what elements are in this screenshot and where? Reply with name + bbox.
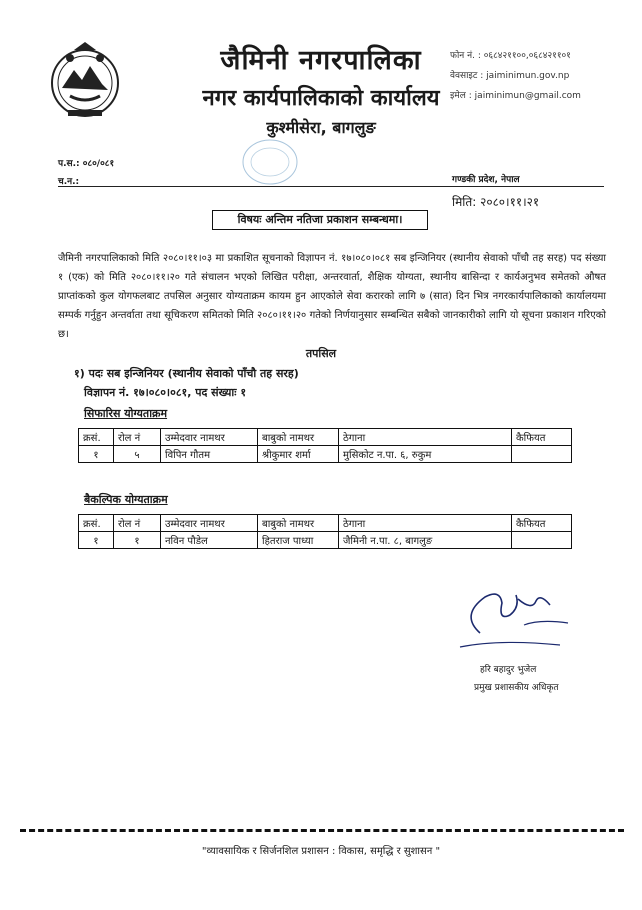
col-candidate: उम्मेदवार नामथर: [161, 429, 258, 446]
cell-candidate: नविन पौडेल: [161, 532, 258, 549]
cell-serial: १: [79, 446, 114, 463]
cell-candidate: विपिन गौतम: [161, 446, 258, 463]
notice-body: जैमिनी नगरपालिकाको मिति २०८०।११।०३ मा प्रकाशित सूचनाको विज्ञापन नं. १७।०८०।०८१ सब इन्जिनियर (स्थानीय सेवाको पाँचौ तह सरह) पद संख्या १ (एक) को मिति २०८०।११।२० गते संचालन भएको लिखित परीक्षा, अन्तरवार्ता, शैक्षिक योग्यता, स्थानीय बासिन्दा र कार्यअनुभव समेतको औषत प्राप्तांकको कुल योगफलबाट तपसिल अनुसार योग्यताक्रम कायम हुन आएकोले सेवा करारको लागि ७ (सात) दिन भित्र नगरकार्यपालिकाको कार्यालयमा सम्पर्क गर्नुहुन अन्तर्वाता तथा सूचिकरण समितको मिति २०८०।११।२० गतेको निर्णयानुसार सम्बन्धित सबैको जानकारीको लागि यो सूचना प्रकाशन गरिएको छ।: [58, 253, 606, 340]
advertisement-line: विज्ञापन नं. १७।०८०।०८१, पद संख्याः १: [84, 386, 247, 399]
cell-remarks: [512, 446, 572, 463]
cell-roll: १: [114, 532, 161, 549]
cell-roll: ५: [114, 446, 161, 463]
cell-serial: १: [79, 532, 114, 549]
document-date: मिति: २०८०।११।२१: [452, 195, 540, 209]
table-header-row: [79, 515, 572, 532]
post-line: १) पदः सब इन्जिनियर (स्थानीय सेवाको पाँचौ तह सरह): [74, 367, 299, 380]
recommended-list-label: सिफारिस योग्यताक्रम: [84, 407, 168, 420]
table-row: [79, 446, 572, 463]
col-father: बाबुको नामथर: [258, 515, 339, 532]
col-address: ठेगाना: [339, 429, 512, 446]
col-remarks: कैफियत: [512, 515, 572, 532]
office-stamp: [240, 136, 300, 188]
contact-website: वेवसाइट : jaiminimun.gov.np: [450, 71, 570, 81]
col-serial: क्रसं.: [79, 515, 114, 532]
office-subtitle: नगर कार्यपालिकाको कार्यालय: [202, 86, 440, 111]
col-remarks: कैफियत: [512, 429, 572, 446]
cell-address: जैमिनी न.पा. ८, बागलुङ: [339, 532, 512, 549]
cell-father: हितराज पाध्या: [258, 532, 339, 549]
reference-number: प.स.: ०८०/०८१: [58, 159, 115, 169]
col-father: बाबुको नामथर: [258, 429, 339, 446]
table-header-row: [79, 429, 572, 446]
header-divider: [58, 186, 604, 187]
col-address: ठेगाना: [339, 515, 512, 532]
alternate-table: [78, 514, 572, 549]
col-candidate: उम्मेदवार नामथर: [161, 515, 258, 532]
contact-email: इमेल : jaiminimun@gmail.com: [450, 91, 581, 101]
col-roll: रोल नं: [114, 429, 161, 446]
footer-slogan: "व्यावसायिक र सिर्जनशिल प्रशासन : विकास, समृद्धि र सुशासन ": [201, 846, 441, 857]
details-heading: तपसिल: [305, 347, 337, 360]
recommended-table: [78, 428, 572, 463]
alternate-list-label: बैकल्पिक योग्यताक्रम: [84, 493, 168, 506]
contact-phone: फोन नं. : ०६८४२११००,०६८४२११०१: [450, 51, 571, 61]
signatory-name: हरि बहादुर भुजेल: [480, 665, 537, 675]
col-serial: क्रसं.: [79, 429, 114, 446]
footer-divider: [20, 829, 624, 832]
signatory-title: प्रमुख प्रशासकीय अधिकृत: [474, 683, 559, 693]
dispatch-number: च.न.:: [58, 177, 80, 187]
office-address: कुश्मीसेरा, बागलुङ: [266, 118, 376, 137]
signature-scribble: [440, 585, 590, 665]
cell-father: श्रीकुमार शर्मा: [258, 446, 339, 463]
col-roll: रोल नं: [114, 515, 161, 532]
cell-remarks: [512, 532, 572, 549]
cell-address: मुसिकोट न.पा. ६, रुकुम: [339, 446, 512, 463]
table-row: [79, 532, 572, 549]
province-label: गण्डकी प्रदेश, नेपाल: [452, 175, 520, 185]
subject-box: विषयः अन्तिम नतिजा प्रकाशन सम्बन्धमा।: [212, 210, 428, 230]
municipality-title: जैमिनी नगरपालिका: [220, 45, 422, 76]
